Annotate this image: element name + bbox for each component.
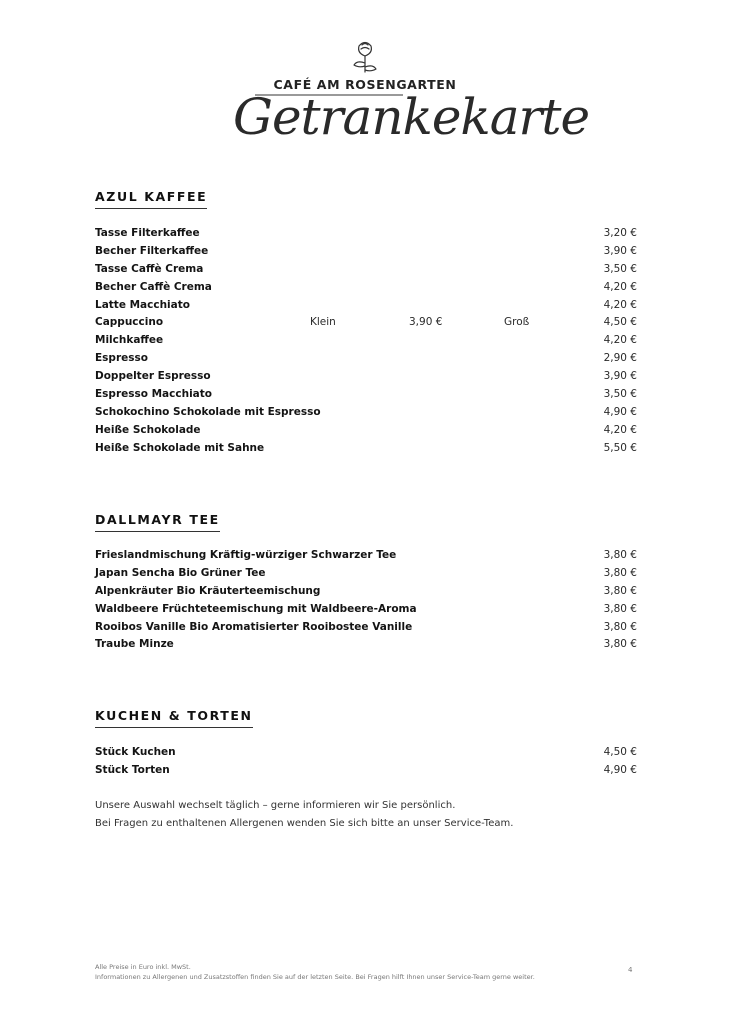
item-name: Milchkaffee: [95, 334, 164, 347]
item-name: Japan Sencha Bio Grüner Tee: [95, 566, 266, 579]
footer-line: Alle Preise in Euro inkl. MwSt.: [95, 963, 191, 971]
item-name: Stück Torten: [95, 763, 170, 776]
notes: [95, 797, 513, 833]
item-name: Tasse Filterkaffee: [95, 227, 200, 239]
menu-item: [95, 225, 637, 243]
size-small-label: Klein: [310, 316, 336, 329]
menu-title-text: Getrankekarte: [233, 88, 590, 146]
item-name: Becher Caffè Crema: [95, 280, 212, 293]
item-price: 4,50 €: [603, 316, 637, 329]
menu-item: [95, 386, 637, 404]
menu-item: [95, 440, 637, 458]
menu-item: [95, 762, 637, 780]
item-price: 3,80 €: [603, 620, 637, 633]
menu-item: [95, 332, 637, 350]
item-name: Waldbeere Früchteteemischung mit Waldbeere-Aroma: [95, 602, 417, 615]
tee-list: [95, 547, 637, 654]
menu-item: [95, 404, 637, 422]
note-line: Bei Fragen zu enthaltenen Allergenen wenden Sie sich bitte an unser Service-Team.: [95, 818, 514, 829]
item-name: Alpenkräuter Bio Kräuterteemischung: [95, 584, 321, 597]
menu-item: [95, 565, 637, 583]
menu-item: [95, 619, 637, 637]
item-price: 3,80 €: [603, 584, 637, 597]
item-name: Latte Macchiato: [95, 298, 190, 311]
menu-item: [95, 547, 637, 565]
menu-item: [95, 368, 637, 386]
menu-item: [95, 350, 637, 368]
footer: [95, 963, 535, 982]
note-line: Unsere Auswahl wechselt täglich – gerne informieren wir Sie persönlich.: [95, 800, 456, 811]
item-price: 4,20 €: [603, 334, 637, 347]
kuchen-list: [95, 744, 637, 780]
item-name: Espresso Macchiato: [95, 388, 212, 401]
item-price: 4,20 €: [603, 280, 637, 293]
item-price: 3,50 €: [603, 262, 637, 275]
section-title-kaffee: AZUL KAFFEE: [95, 189, 207, 209]
item-name: Becher Filterkaffee: [95, 244, 209, 257]
menu-item: [95, 297, 637, 315]
section-title-kuchen: KUCHEN & TORTEN: [95, 708, 253, 728]
item-name: Stück Kuchen: [95, 746, 176, 758]
item-price: 2,90 €: [603, 352, 637, 365]
item-name: Frieslandmischung Kräftig-würziger Schwarzer Tee: [95, 549, 397, 561]
item-name: Tasse Caffè Crema: [95, 262, 204, 275]
menu-item: [95, 636, 637, 654]
item-price: 3,80 €: [603, 549, 637, 561]
menu-item: [95, 314, 637, 332]
item-name: Rooibos Vanille Bio Aromatisierter Rooibostee Vanille: [95, 620, 413, 633]
item-price: 3,50 €: [603, 388, 637, 401]
size-small-price: 3,90 €: [409, 316, 443, 329]
item-name: Heiße Schokolade mit Sahne: [95, 441, 265, 454]
menu-item: [95, 583, 637, 601]
rose-icon: [345, 36, 385, 78]
item-name: Traube Minze: [95, 638, 174, 651]
menu-item: [95, 279, 637, 297]
item-price: 4,20 €: [603, 423, 637, 436]
item-price: 3,90 €: [603, 244, 637, 257]
item-price: 4,90 €: [603, 763, 637, 776]
item-price: 4,90 €: [603, 405, 637, 418]
section-title-tee: DALLMAYR TEE: [95, 512, 220, 532]
item-name: Doppelter Espresso: [95, 370, 211, 383]
menu-title: [215, 82, 590, 164]
menu-item: [95, 601, 637, 619]
item-price: 5,50 €: [603, 441, 637, 454]
item-price: 3,80 €: [603, 638, 637, 651]
item-price: 3,90 €: [603, 370, 637, 383]
page-number: 4: [628, 966, 633, 974]
menu-item: [95, 243, 637, 261]
menu-item: [95, 261, 637, 279]
item-name: Espresso: [95, 352, 148, 365]
footer-line: Informationen zu Allergenen und Zusatzstoffen finden Sie auf der letzten Seite. Bei Fragen hilft Ihnen unser Service-Team gerne weiter.: [95, 972, 535, 981]
item-price: 4,20 €: [603, 298, 637, 311]
size-large-label: Groß: [504, 316, 530, 329]
item-price: 3,80 €: [603, 602, 637, 615]
menu-item: [95, 744, 637, 762]
cafe-name: CAFÉ AM ROSENGARTEN: [273, 77, 457, 92]
item-price: 3,80 €: [603, 566, 637, 579]
kaffee-list: [95, 225, 637, 458]
item-name: Schokochino Schokolade mit Espresso: [95, 405, 321, 418]
item-price: 3,20 €: [603, 227, 637, 239]
item-name: Cappuccino: [95, 316, 164, 329]
item-price: 4,50 €: [603, 746, 637, 758]
menu-item: [95, 422, 637, 440]
item-name: Heiße Schokolade: [95, 423, 201, 436]
